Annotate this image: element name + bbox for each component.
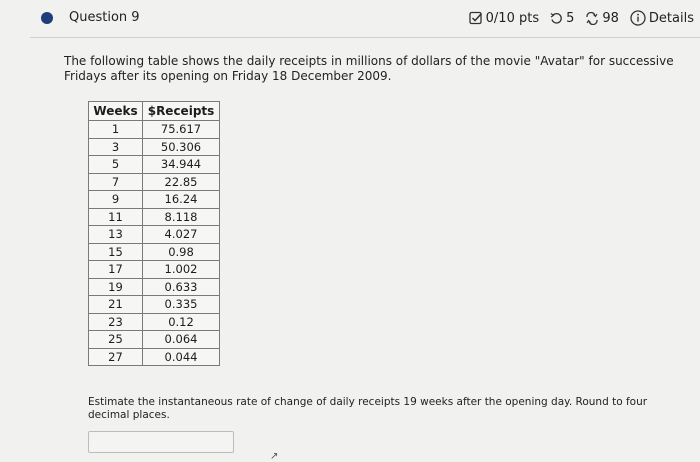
question-text: Estimate the instantaneous rate of change of daily receipts 19 weeks after the opening day. Round to four decimal places. [88, 396, 648, 421]
table-row [89, 208, 220, 226]
weeks-cell: 25 [89, 331, 143, 349]
receipts-cell: 8.118 [143, 208, 220, 226]
weeks-cell: 1 [89, 121, 143, 139]
retries-count: 5 [566, 10, 575, 26]
answer-input[interactable] [88, 431, 234, 453]
header-divider [30, 37, 700, 38]
weeks-cell: 21 [89, 296, 143, 314]
table-row [89, 296, 220, 314]
receipts-cell: 0.633 [143, 278, 220, 296]
weeks-cell: 27 [89, 348, 143, 366]
question-prompt: The following table shows the daily receipts in millions of dollars of the movie "Avatar" for successive Fridays after its opening on Friday 18 December 2009. [64, 54, 674, 83]
receipts-cell: 75.617 [143, 121, 220, 139]
score-checkbox-icon [469, 11, 483, 25]
weeks-cell: 15 [89, 243, 143, 261]
column-header-weeks: Weeks [89, 102, 143, 121]
table-row [89, 226, 220, 244]
table-row [89, 261, 220, 279]
receipts-cell: 4.027 [143, 226, 220, 244]
table-row [89, 121, 220, 139]
table-row [89, 331, 220, 349]
table-row [89, 138, 220, 156]
weeks-cell: 3 [89, 138, 143, 156]
details-link[interactable]: Details [648, 10, 694, 26]
question-status-dot [41, 12, 53, 24]
receipts-cell: 22.85 [143, 173, 220, 191]
table-header-row [89, 102, 220, 121]
table-row [89, 313, 220, 331]
mouse-cursor-icon: ↗ [270, 451, 279, 462]
question-meta [469, 10, 694, 26]
retry-icon[interactable] [550, 12, 563, 25]
receipts-cell: 0.335 [143, 296, 220, 314]
receipts-cell: 0.98 [143, 243, 220, 261]
table-row [89, 156, 220, 174]
weeks-cell: 9 [89, 191, 143, 209]
weeks-cell: 5 [89, 156, 143, 174]
weeks-cell: 17 [89, 261, 143, 279]
score-text: 0/10 pts [485, 10, 540, 26]
weeks-cell: 23 [89, 313, 143, 331]
table-row [89, 243, 220, 261]
table-row [89, 173, 220, 191]
receipts-table [88, 101, 220, 366]
receipts-cell: 1.002 [143, 261, 220, 279]
table-row [89, 348, 220, 366]
question-title: Question 9 [69, 10, 140, 25]
info-icon[interactable] [630, 10, 646, 26]
receipts-cell: 34.944 [143, 156, 220, 174]
attempts-icon [585, 12, 599, 25]
weeks-cell: 13 [89, 226, 143, 244]
receipts-cell: 50.306 [143, 138, 220, 156]
column-header-receipts: $Receipts [143, 102, 220, 121]
receipts-cell: 0.064 [143, 331, 220, 349]
attempts-count: 98 [602, 10, 619, 26]
receipts-cell: 16.24 [143, 191, 220, 209]
question-header [0, 0, 700, 38]
table-row [89, 278, 220, 296]
weeks-cell: 7 [89, 173, 143, 191]
table-row [89, 191, 220, 209]
receipts-cell: 0.12 [143, 313, 220, 331]
receipts-cell: 0.044 [143, 348, 220, 366]
weeks-cell: 19 [89, 278, 143, 296]
weeks-cell: 11 [89, 208, 143, 226]
